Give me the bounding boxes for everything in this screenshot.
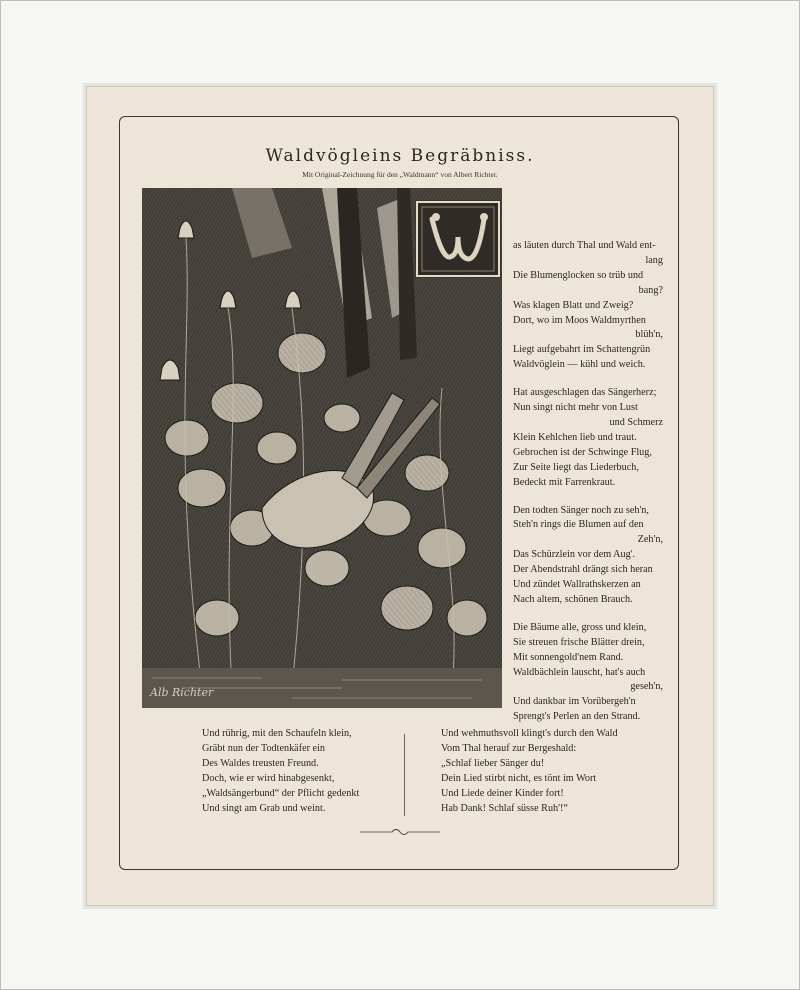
poem-line: Gebrochen ist der Schwinge Flug, <box>513 446 652 458</box>
page-title: Waldvögleins Begräbniss. <box>265 146 535 166</box>
poem-line: Das Schürzlein vor dem Aug'. <box>513 549 636 561</box>
poem-line: Mit sonnengold'nem Rand. <box>513 651 624 663</box>
poem-line: Und dankbar im Vorübergeh'n <box>513 696 636 708</box>
poem-line: Hab Dank! Schlaf süsse Ruh'!“ <box>441 802 568 814</box>
poem-right-column <box>513 239 663 738</box>
poem-line: Liegt aufgebahrt im Schattengrün <box>513 344 651 356</box>
poem-line: bang? <box>638 284 663 296</box>
poem-line: Nun singt nicht mehr von Lust <box>513 402 638 414</box>
poem-line: Sprengt's Perlen an den Strand. <box>513 711 641 723</box>
end-ornament <box>360 826 440 838</box>
poem-line: Den todten Sänger noch zu seh'n, <box>513 504 649 516</box>
poem-line: as läuten durch Thal und Wald ent- <box>513 240 656 251</box>
poem-line: Waldvöglein — kühl und weich. <box>513 359 646 371</box>
drop-cap-ornament <box>418 203 498 275</box>
poem-line: Steh'n rings die Blumen auf den <box>513 519 644 531</box>
poem-line: Und singt am Grab und weint. <box>202 802 326 814</box>
poem-line: lang <box>645 254 663 266</box>
poem-line: Zeh'n, <box>637 534 663 546</box>
artist-signature: Alb Richter <box>150 686 214 699</box>
poem-line: Doch, wie er wird hinabgesenkt, <box>202 772 335 784</box>
poem-line: Die Blumenglocken so trüb und <box>513 269 644 281</box>
poem-line: Sie streuen frische Blätter drein, <box>513 636 645 648</box>
poem-stanza <box>513 386 663 490</box>
poem-line: Klein Kehlchen lieb und traut. <box>513 431 637 443</box>
poem-stanza <box>513 621 663 725</box>
poem-line: Und rührig, mit den Schaufeln klein, <box>202 728 352 739</box>
poem-line: Gräbt nun der Todtenkäfer ein <box>202 742 326 754</box>
poem-line: Waldbächlein lauscht, hat's auch <box>513 666 646 678</box>
poem-line: Nach altem, schönen Brauch. <box>513 593 633 605</box>
poem-line: „Waldsängerbund“ der Pflicht gedenkt <box>202 787 360 799</box>
poem-line: „Schlaf lieber Sänger du! <box>441 757 545 769</box>
poem-line: Bedeckt mit Farrenkraut. <box>513 476 616 488</box>
poem-line: Hat ausgeschlagen das Sängerherz; <box>513 387 657 399</box>
poem-line: Vom Thal herauf zur Bergeshald: <box>441 742 577 754</box>
poem-stanza <box>513 239 663 373</box>
poem-line: Die Bäume alle, gross und klein, <box>513 621 647 633</box>
poem-line: Und Liede deiner Kinder fort! <box>441 787 564 799</box>
poem-line: und Schmerz <box>609 416 663 428</box>
poem-stanza <box>513 504 663 608</box>
poem-line: geseh'n, <box>630 681 663 693</box>
poem-line: Dein Lied stirbt nicht, es tönt im Wort <box>441 772 597 784</box>
poem-line: Des Waldes treusten Freund. <box>202 757 319 769</box>
poem-line: Der Abendstrahl drängt sich heran <box>513 564 653 576</box>
poem-line: Zur Seite liegt das Liederbuch, <box>513 461 639 473</box>
poem-line: Was klagen Blatt und Zweig? <box>513 299 634 311</box>
poem-line: Dort, wo im Moos Waldmyrthen <box>513 314 646 326</box>
poem-line: Und wehmuthsvoll klingt's durch den Wald <box>441 728 618 739</box>
drop-cap <box>416 201 500 277</box>
poem-line: blüh'n, <box>635 329 663 341</box>
poem-line: Und zündet Wallrathskerzen an <box>513 579 641 591</box>
poem-bottom-left <box>202 727 392 816</box>
poem-bottom-right <box>441 727 661 816</box>
column-divider <box>404 734 405 816</box>
page-subtitle: Mit Original-Zeichnung für den „Waldmann“ von Albert Richter. <box>302 170 498 179</box>
